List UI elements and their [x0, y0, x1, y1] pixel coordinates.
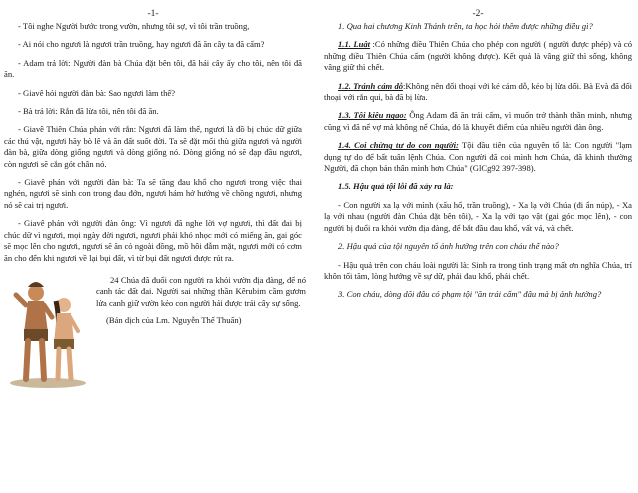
right-page	[316, 0, 638, 493]
section-1-5-heading-text: 1.5. Hậu quả tội lỗi đã xảy ra là:	[338, 181, 454, 192]
section-1-5-heading	[324, 181, 632, 192]
page-number-right: -2-	[472, 9, 484, 19]
paragraph: - Giavê phán với người đàn bà: Ta sẽ tăng đau khổ cho ngươi trong việc thai nghén, ngươi sẽ sinh con trong đau đớn, ngươi hám hở hướng về chồng ngươi, nhưng nó sẽ cai trị ngươi.	[4, 177, 302, 210]
paragraph: - Giavê phán với người đàn ông: Vì ngươi đã nghe lời vợ ngươi, thì đất đai bị chúc dữ vì ngươi, mọi ngày đời ngươi, ngươi phải khó nhọc mới có miếng ăn, gai góc sẽ mọc lên cho ngươi, ngươi sẽ ăn cỏ ngoài đồng, mồ hôi đẫm mặt, ngươi mới có cơm ăn cho đến khi ngươi về lại bụi đất, vì từ bụi đất ngươi được rút ra.	[4, 218, 302, 263]
section-1-3-body: Ông Adam đã ăn trái cấm, vì muốn trở thành thần minh, nhưng cũng vì đã nể vợ mà không nể Chúa, đó là khuyết điểm của nhiều người đàn ông.	[324, 110, 632, 132]
section-1-5-body: - Con người xa lạ với mình (xấu hổ, trần truồng), - Xa lạ với Chúa (đi ẩn núp), - Xa lạ với nhau (người đàn Chúa đặt bên tôi), - Xa lạ với tạo vật (gai góc mọc lên), - con người bị đuổi ra khỏi vườn địa đàng, để bắt đầu đau khổ, vất vả, và chết.	[324, 199, 632, 233]
paragraph: - Tôi nghe Người bước trong vườn, nhưng tôi sợ, vì tôi trần truồng,	[18, 21, 250, 31]
figure-block	[4, 271, 306, 389]
section-1-2-body: :Không nên đối thoại với kẻ cám dỗ, kẻo bị lừa dối. Bà Evà đã đối thoại với rắn qui, bà đã bị lừa.	[324, 80, 633, 103]
left-page	[0, 0, 310, 493]
question-1: 1. Qua hai chương Kinh Thánh trên, ta học hỏi thêm được những điều gì?	[338, 21, 593, 31]
paragraph: - Bà trả lời: Rắn đã lừa tôi, nên tôi đã ăn.	[18, 106, 159, 117]
section-1-4-body: Tội đầu tiên của nguyên tổ là: Con người "lạm dụng tự do để bất tuân lệnh Chúa. Con người đã coi mình hơn Chúa, đã khinh thường Người, đã chọn bản thân mình hơn Chúa" (GlCg92 397-398).	[324, 140, 632, 174]
answer-2: - Hậu quả trên con cháu loài người là: Sinh ra trong tình trạng mất ơn nghĩa Chúa, trí khôn tối tăm, lòng hướng về sự dữ, phải đau khổ, phải chết.	[324, 259, 632, 281]
caption-text: 24 Chúa đã đuổi con người ra khỏi vườn địa đàng, để nó canh tác đất đai. Người sai những thần Kêrubim cầm gươm lửa canh giữ vườn kẻo con người hái được trái cây sự sống.	[96, 274, 306, 308]
section-1-1-heading: 1.1. Luật	[338, 39, 371, 50]
question-3: 3. Con cháu, dòng dõi đâu có phạm tội "ăn trái cấm" đâu mà bị ảnh hưởng?	[338, 289, 602, 300]
section-1-3	[324, 110, 632, 133]
section-1-4-heading: 1.4. Coi chừng tự do con người:	[338, 140, 459, 151]
translation-credit: (Bản dịch của Lm. Nguyễn Thế Thuấn)	[106, 315, 242, 326]
question-2: 2. Hậu quả của tội nguyên tổ ảnh hưởng trên con cháu thế nào?	[338, 241, 559, 252]
page-number-left: -1-	[147, 9, 159, 19]
adam-eve-expulsion-illustration	[8, 271, 90, 389]
paragraph: - Ai nói cho ngươi là ngươi trần truồng, hay ngươi đã ăn cây ta đã cấm?	[18, 39, 265, 50]
paragraph: - Giavê hỏi người đàn bà: Sao ngươi làm thế?	[18, 87, 176, 98]
section-1-1	[324, 39, 632, 73]
section-1-3-heading: 1.3. Tội kiêu ngạo:	[338, 110, 407, 121]
paragraph: - Adam trả lời: Người đàn bà Chúa đặt bên tôi, đã hái cây ấy cho tôi, nên tôi đã ăn.	[4, 57, 302, 80]
section-1-1-body: :Có những điều Thiên Chúa cho phép con người ( người được phép) và có những điều Thiên Chúa cấm (người không được). Kết quả là vâng giữ thì sống, không vâng giữ thì chết.	[324, 39, 632, 73]
section-1-2-heading: 1.2. Tránh cám dỗ	[338, 80, 404, 91]
section-1-4	[324, 140, 632, 174]
section-1-2	[324, 81, 632, 104]
illustration-caption	[96, 275, 306, 333]
paragraph: - Giavê Thiên Chúa phán với rắn: Ngươi đã làm thế, ngươi là đồ bị chúc dữ giữa các thú vật, ngươi hãy bò lê và ăn đất suốt đời. Ta sẽ đặt mối thù giữa ngươi và người đàn bà, giữa dòng giống ngươi và dòng giống nó. Dòng giống nó sẽ đạp đầu ngươi, còn ngươi sẽ cắn gót chân nó.	[4, 124, 302, 169]
